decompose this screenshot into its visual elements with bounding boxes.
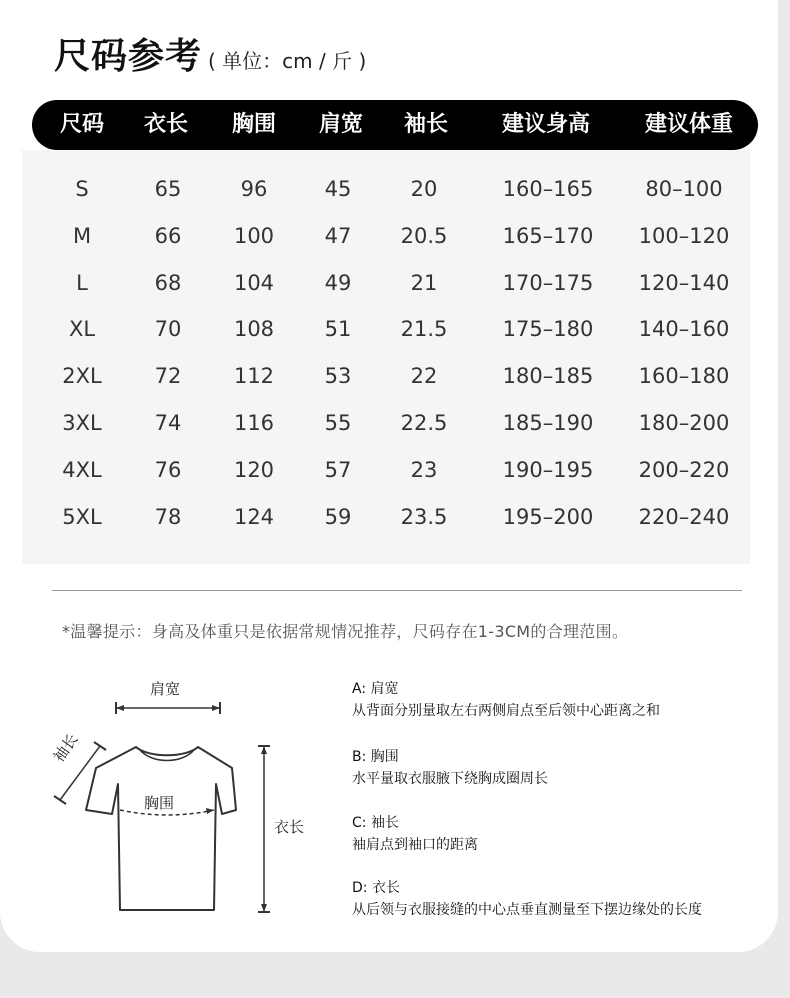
cell-length: 70 [154, 317, 182, 341]
measurement-a-desc: 从背面分别量取左右两侧肩点至后领中心距离之和 [352, 703, 660, 719]
cell-length: 76 [154, 458, 182, 482]
measurement-d-desc: 从后领与衣服接缝的中心点垂直测量至下摆边缘处的长度 [352, 902, 702, 918]
cell-length: 65 [154, 177, 182, 201]
cell-size: 4XL [62, 458, 102, 482]
cell-length: 74 [154, 411, 182, 435]
cell-chest: 124 [233, 505, 275, 529]
cell-height: 190–195 [502, 458, 594, 482]
cell-height: 180–185 [502, 364, 594, 388]
header-weight: 建议体重 [644, 112, 733, 137]
cell-weight: 100–120 [638, 224, 730, 248]
title-row [54, 28, 366, 79]
cell-weight: 160–180 [638, 364, 730, 388]
cell-sleeve: 23.5 [400, 505, 448, 529]
measurement-d [352, 877, 702, 921]
cell-length: 72 [154, 364, 182, 388]
cell-height: 195–200 [502, 505, 594, 529]
cell-shoulder: 57 [324, 458, 352, 482]
cell-height: 175–180 [502, 317, 594, 341]
cell-sleeve: 20.5 [400, 224, 448, 248]
measurement-b-label: B: 胸围 [352, 749, 399, 765]
cell-chest: 116 [233, 411, 275, 435]
cell-sleeve: 22.5 [400, 411, 448, 435]
unit-note: ( 单位：cm / 斤 ) [208, 49, 367, 73]
cell-length: 68 [154, 271, 182, 295]
cell-size: M [72, 224, 92, 248]
label-sleeve: 袖长 [49, 730, 82, 766]
cell-sleeve: 21.5 [400, 317, 448, 341]
cell-shoulder: 51 [324, 317, 352, 341]
tip-text: *温馨提示：身高及体重只是依据常规情况推荐，尺码存在1-3CM的合理范围。 [62, 622, 629, 641]
measurement-c-desc: 袖肩点到袖口的距离 [352, 837, 478, 853]
cell-chest: 104 [233, 271, 275, 295]
cell-sleeve: 22 [410, 364, 438, 388]
cell-weight: 140–160 [638, 317, 730, 341]
measurement-b [352, 746, 548, 790]
cell-length: 78 [154, 505, 182, 529]
cell-height: 165–170 [502, 224, 594, 248]
tshirt-icon [36, 672, 326, 922]
cell-size: 3XL [62, 411, 102, 435]
cell-weight: 80–100 [645, 177, 723, 201]
cell-shoulder: 47 [324, 224, 352, 248]
cell-shoulder: 53 [324, 364, 352, 388]
table-header [32, 100, 758, 150]
page-title: 尺码参考 [54, 36, 203, 77]
cell-weight: 200–220 [638, 458, 730, 482]
header-sleeve: 袖长 [403, 112, 448, 137]
cell-shoulder: 49 [324, 271, 352, 295]
cell-size: L [76, 271, 88, 295]
cell-sleeve: 21 [410, 271, 438, 295]
header-size: 尺码 [59, 112, 104, 137]
measurement-d-label: D: 衣长 [352, 880, 400, 896]
divider [52, 590, 742, 591]
cell-weight: 220–240 [638, 505, 730, 529]
measurement-b-desc: 水平量取衣服腋下绕胸成圈周长 [352, 771, 548, 787]
measurement-a [352, 678, 660, 722]
cell-height: 185–190 [502, 411, 594, 435]
cell-chest: 120 [233, 458, 275, 482]
measurement-c [352, 812, 478, 856]
measurement-c-label: C: 袖长 [352, 815, 399, 831]
header-height: 建议身高 [501, 112, 590, 137]
cell-size: XL [68, 317, 96, 341]
cell-chest: 112 [233, 364, 275, 388]
label-chest: 胸围 [144, 794, 175, 812]
cell-sleeve: 20 [410, 177, 438, 201]
cell-length: 66 [154, 224, 182, 248]
measurement-a-label: A: 肩宽 [352, 681, 399, 697]
cell-chest: 100 [233, 224, 275, 248]
cell-shoulder: 45 [324, 177, 352, 201]
cell-height: 160–165 [502, 177, 594, 201]
cell-weight: 180–200 [638, 411, 730, 435]
cell-weight: 120–140 [638, 271, 730, 295]
cell-shoulder: 59 [324, 505, 352, 529]
cell-size: 2XL [62, 364, 102, 388]
cell-chest: 108 [233, 317, 275, 341]
cell-shoulder: 55 [324, 411, 352, 435]
cell-size: 5XL [62, 505, 102, 529]
cell-sleeve: 23 [410, 458, 438, 482]
header-chest: 胸围 [231, 112, 276, 137]
tshirt-diagram [36, 672, 326, 922]
label-shoulder: 肩宽 [150, 680, 181, 698]
cell-chest: 96 [240, 177, 268, 201]
header-length: 衣长 [143, 112, 188, 137]
label-length: 衣长 [274, 818, 305, 836]
cell-height: 170–175 [502, 271, 594, 295]
header-shoulder: 肩宽 [318, 112, 363, 137]
cell-size: S [75, 177, 89, 201]
